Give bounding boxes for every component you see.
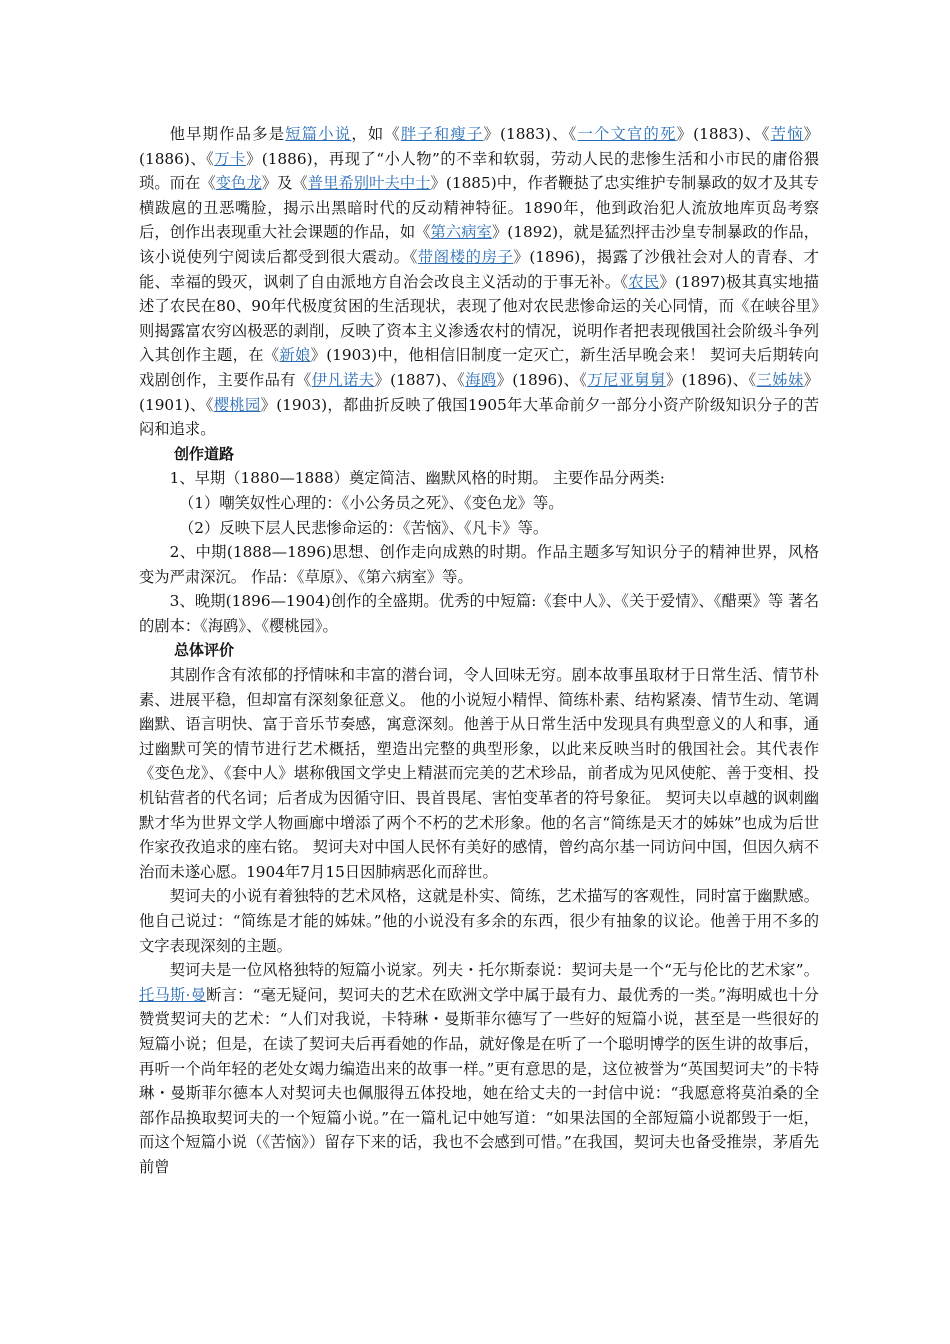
document-page bbox=[139, 122, 819, 1180]
text-run: 》(1896)、《 bbox=[496, 370, 588, 389]
text-run: 》(1883)、《 bbox=[483, 125, 578, 143]
link-vanka[interactable]: 万卡 bbox=[214, 149, 246, 168]
link-bride[interactable]: 新娘 bbox=[279, 346, 311, 365]
text-run: 》及《 bbox=[261, 174, 308, 193]
link-thomas-mann[interactable]: 托马斯·曼 bbox=[139, 985, 207, 1004]
text-run: 》(1901)、《 bbox=[139, 370, 819, 414]
text-run: 》(1883)、《 bbox=[676, 125, 771, 143]
early-category-1: （1）嘲笑奴性心理的：《小公务员之死》、《变色龙》等。 bbox=[179, 493, 564, 512]
link-fat-and-thin[interactable]: 胖子和瘦子 bbox=[400, 125, 484, 143]
text-run: 》(1887)、《 bbox=[374, 370, 466, 389]
link-short-story[interactable]: 短篇小说 bbox=[285, 125, 352, 143]
link-house-with-mezzanine[interactable]: 带阁楼的房子 bbox=[417, 247, 514, 266]
link-uncle-vanya[interactable]: 万尼亚舅舅 bbox=[587, 370, 666, 389]
early-period: 1、早期（1880—1888）奠定简洁、幽默风格的时期。 主要作品分两类: bbox=[169, 469, 665, 488]
heading-creative-path: 创作道路 bbox=[174, 444, 235, 463]
evaluation-paragraph-2: 契诃夫的小说有着独特的艺术风格，这就是朴实、简练，艺术描写的客观性，同时富于幽默感。他自己说过：“简练是才能的姊妹。”他的小说没有多余的东西，很少有抽象的议论。他善于用不多的文字表现深刻的主题。 bbox=[139, 887, 819, 955]
text-run: 契诃夫是一位风格独特的短篇小说家。列夫・托尔斯泰说：契诃夫是一个“无与伦比的艺术家”。 bbox=[169, 961, 819, 980]
early-category-2: （2）反映下层人民悲惨命运的：《苦恼》、《凡卡》等。 bbox=[179, 518, 549, 537]
link-peasants[interactable]: 农民 bbox=[628, 272, 660, 291]
text-run: 》(1886)、《 bbox=[139, 125, 819, 168]
text-run: 》(1892)，就是猛烈抨击沙皇专制暴政的作品，该小说使列宁阅读后都受到很大震动。《 bbox=[139, 223, 819, 266]
heading-overall-evaluation: 总体评价 bbox=[174, 641, 235, 660]
text-run: ，如《 bbox=[351, 125, 401, 143]
text-run: 他早期作品多是 bbox=[169, 125, 286, 143]
link-seagull[interactable]: 海鸥 bbox=[465, 370, 497, 389]
link-ward-6[interactable]: 第六病室 bbox=[430, 223, 492, 242]
text-run: 》(1903)中，他相信旧制度一定灭亡，新生活早晚会来！ 契诃夫后期转向戏剧创作，主要作品有《 bbox=[139, 346, 819, 389]
link-cherry-orchard[interactable]: 樱桃园 bbox=[213, 395, 261, 414]
evaluation-paragraph-3 bbox=[139, 958, 819, 1179]
intro-paragraph bbox=[139, 122, 819, 442]
late-period: 3、晚期(1896—1904)创作的全盛期。优秀的中短篇:《套中人》、《关于爱情》、《醋栗》等 著名的剧本：《海鸥》、《樱桃园》。 bbox=[139, 592, 819, 635]
text-run: 》(1886)，再现了“小人物”的不幸和软弱，劳动人民的悲惨生活和小市民的庸俗猥琐。而在《 bbox=[139, 149, 819, 193]
evaluation-paragraph-1: 其剧作含有浓郁的抒情味和丰富的潜台词，令人回味无穷。剧本故事虽取材于日常生活、情节朴素、进展平稳，但却富有深刻象征意义。 他的小说短小精悍、简练朴素、结构紧凑、情节生动、笔调幽默、语言明快、富于音乐节奏感，寓意深刻。他善于从日常生活中发现具有典型意义的人和事，通过幽默可笑的情节进行艺术概括，塑造出完整的典型形象，以此来反映当时的俄国社会。其代表作《变色龙》、《套中人》堪称俄国文学史上精湛而完美的艺术珍品，前者成为见风使舵、善于变相、投机钻营者的代名词；后者成为因循守旧、畏首畏尾、害怕变革者的符号象征。 契诃夫以卓越的讽刺幽默才华为世界文学人物画廊中增添了两个不朽的艺术形象。他的名言“简练是天才的姊妹”也成为后世作家孜孜追求的座右铭。 契诃夫对中国人民怀有美好的感情，曾约高尔基一同访问中国，但因久病不治而未遂心愿。1904年7月15日因肺病恶化而辞世。 bbox=[139, 666, 819, 881]
link-prishibeyev[interactable]: 普里希别叶夫中士 bbox=[307, 174, 431, 193]
link-ivanov[interactable]: 伊凡诺夫 bbox=[311, 370, 375, 389]
link-chameleon[interactable]: 变色龙 bbox=[215, 174, 262, 193]
link-death-of-clerk[interactable]: 一个文官的死 bbox=[577, 125, 677, 143]
text-run: 》(1885)中，作者鞭挞了忠实维护专制暴政的奴才及其专横跋扈的丑恶嘴脸，揭示出黑暗时代的反动精神特征。1890年，他到政治犯人流放地库页岛考察后，创作出表现重大社会课题的作品，如《 bbox=[139, 174, 819, 242]
link-three-sisters[interactable]: 三姊妹 bbox=[756, 370, 804, 389]
link-misery[interactable]: 苦恼 bbox=[770, 125, 804, 143]
text-run: 》(1897)极其真实地描述了农民在80、90年代极度贫困的生活现状，表现了他对农民悲惨命运的关心同情，而《在峡谷里》则揭露富农穷凶极恶的剥削，反映了资本主义渗透农村的情况，说明作者把表现俄国社会阶级斗争列入其创作主题，在《 bbox=[139, 272, 819, 365]
text-run: 》(1896)、《 bbox=[665, 370, 757, 389]
middle-period: 2、中期(1888—1896)思想、创作走向成熟的时期。作品主题多写知识分子的精神世界，风格变为严肃深沉。 作品：《草原》、《第六病室》等。 bbox=[139, 543, 819, 586]
text-run: 》(1896)，揭露了沙俄社会对人的青春、才能、幸福的毁灭，讽刺了自由派地方自治会改良主义活动的于事无补。《 bbox=[139, 247, 819, 291]
text-run: 断言：“毫无疑问，契诃夫的艺术在欧洲文学中属于最有力、最优秀的一类。”海明威也十分赞赏契诃夫的艺术：“人们对我说，卡特琳・曼斯菲尔德写了一些好的短篇小说，甚至是一些很好的短篇小说；但是，在读了契诃夫后再看她的作品，就好像是在听了一个聪明博学的医生讲的故事后，再听一个尚年轻的老处女竭力编造出来的故事一样。”更有意思的是，这位被誉为“英国契诃夫”的卡特琳・曼斯菲尔德本人对契诃夫也佩服得五体投地，她在给丈夫的一封信中说：“我愿意将莫泊桑的全部作品换取契诃夫的一个短篇小说。”在一篇札记中她写道：“如果法国的全部短篇小说都毁于一炬，而这个短篇小说（《苦恼》）留存下来的话，我也不会感到可惜。”在我国，契诃夫也备受推崇，茅盾先前曾 bbox=[139, 985, 819, 1176]
text-run: 》(1903)，都曲折反映了俄国1905年大革命前夕一部分小资产阶级知识分子的苦闷和追求。 bbox=[139, 395, 819, 439]
